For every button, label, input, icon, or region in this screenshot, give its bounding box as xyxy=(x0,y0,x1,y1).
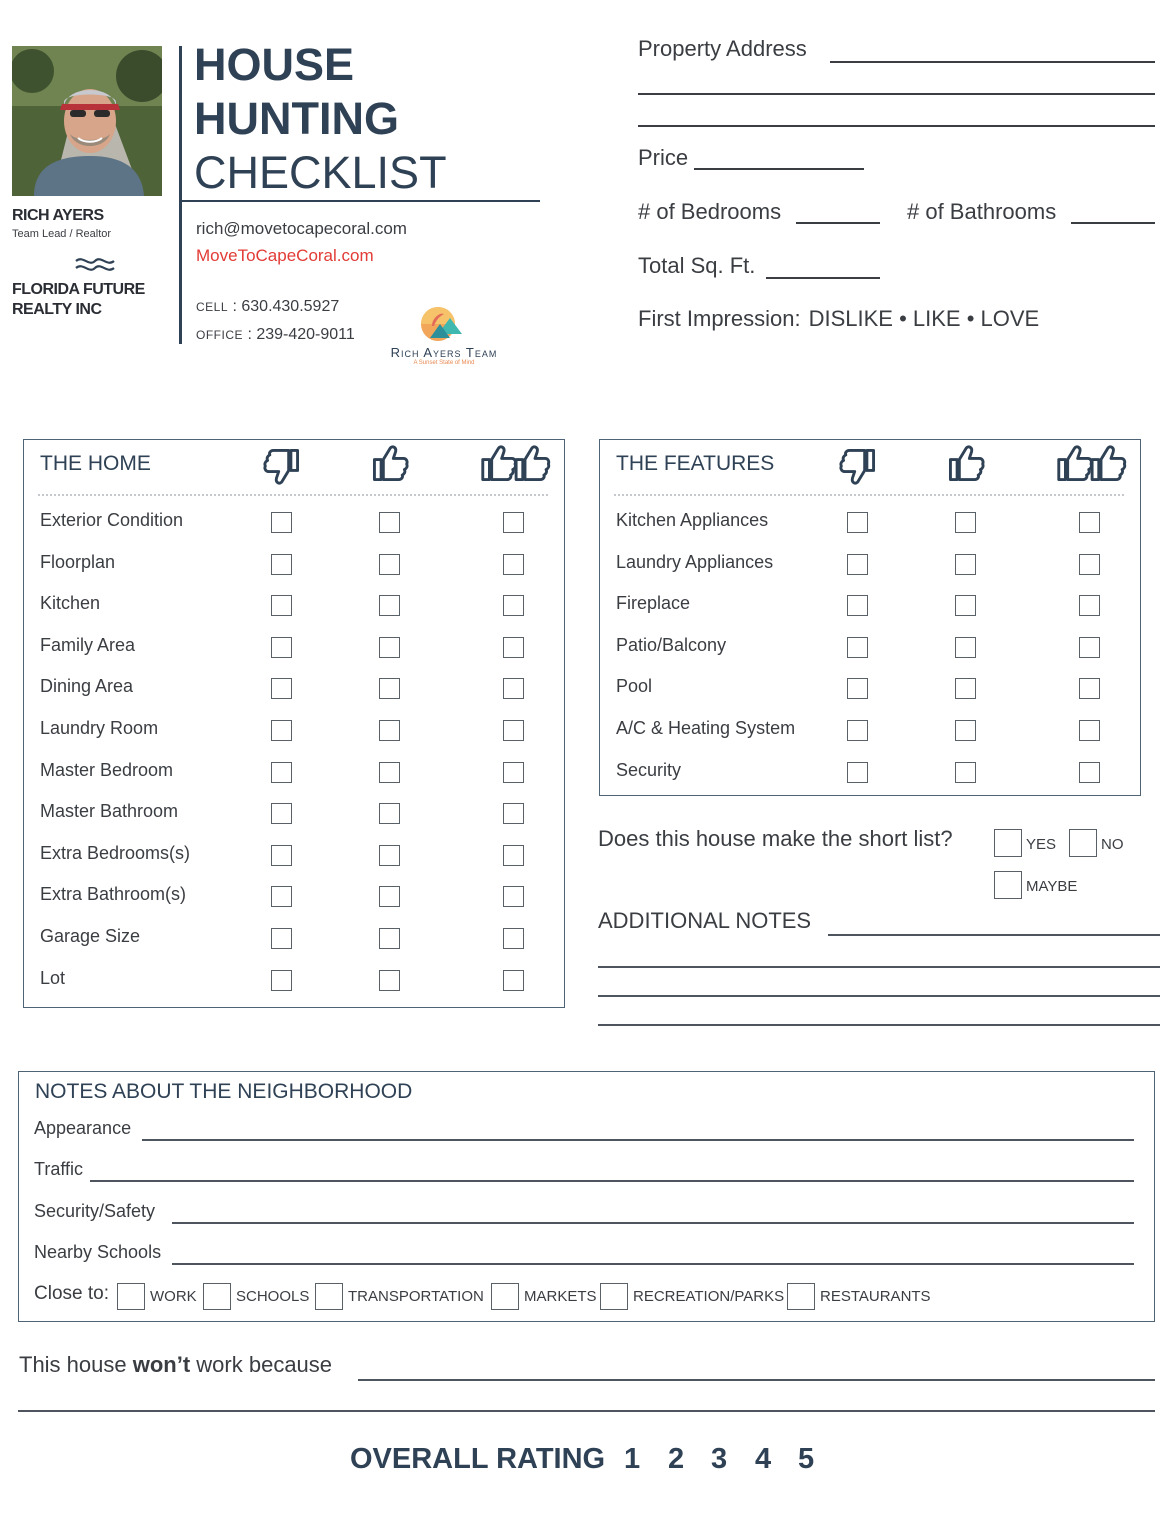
neighborhood-field-label: Appearance xyxy=(34,1118,132,1138)
cell-label: CELL xyxy=(196,300,229,314)
feature-dislike-checkbox[interactable] xyxy=(847,637,868,658)
home-row-label: Family Area xyxy=(40,634,136,655)
home-love-checkbox[interactable] xyxy=(503,512,524,533)
feature-like-checkbox[interactable] xyxy=(955,678,976,699)
feature-row-label: Security xyxy=(616,759,682,780)
shortlist-maybe-checkbox[interactable] xyxy=(994,871,1022,899)
neighborhood-field-line[interactable] xyxy=(172,1222,1134,1224)
header-divider xyxy=(179,46,182,344)
neighborhood-field-label: Nearby Schools xyxy=(34,1242,162,1262)
home-like-checkbox[interactable] xyxy=(379,637,400,658)
property-address-line-2[interactable] xyxy=(638,93,1155,95)
shortlist-yes-label: YES xyxy=(1026,836,1057,853)
features-panel-title: THE FEATURES xyxy=(616,452,775,475)
home-row-label: Master Bedroom xyxy=(40,759,174,780)
home-love-checkbox[interactable] xyxy=(503,886,524,907)
feature-love-checkbox[interactable] xyxy=(1079,554,1100,575)
wont-work-line-1[interactable] xyxy=(358,1379,1155,1381)
close-to-category-label: SCHOOLS xyxy=(236,1288,310,1305)
wont-work-prefix: This house xyxy=(19,1352,133,1377)
home-like-checkbox[interactable] xyxy=(379,512,400,533)
home-dislike-checkbox[interactable] xyxy=(271,512,292,533)
company-name: FLORIDA FUTURE REALTY INC xyxy=(12,281,145,318)
feature-like-checkbox[interactable] xyxy=(955,720,976,741)
feature-row-label: Laundry Appliances xyxy=(616,551,774,572)
home-row-label: Master Bathroom xyxy=(40,801,179,822)
home-love-checkbox[interactable] xyxy=(503,803,524,824)
home-love-checkbox[interactable] xyxy=(503,845,524,866)
home-dislike-checkbox[interactable] xyxy=(271,803,292,824)
home-love-checkbox[interactable] xyxy=(503,970,524,991)
home-love-checkbox[interactable] xyxy=(503,678,524,699)
close-to-checkbox[interactable] xyxy=(787,1283,815,1310)
neighborhood-title: NOTES ABOUT THE NEIGHBORHOOD xyxy=(35,1080,413,1103)
home-dislike-checkbox[interactable] xyxy=(271,970,292,991)
home-like-checkbox[interactable] xyxy=(379,678,400,699)
neighborhood-field-line[interactable] xyxy=(142,1139,1134,1141)
cell-number: : 630.430.5927 xyxy=(228,298,340,315)
home-dislike-checkbox[interactable] xyxy=(271,637,292,658)
thumbs-up-icon xyxy=(370,444,410,484)
feature-dislike-checkbox[interactable] xyxy=(847,678,868,699)
office-label: OFFICE xyxy=(196,328,243,342)
home-love-checkbox[interactable] xyxy=(503,554,524,575)
close-to-checkbox[interactable] xyxy=(117,1283,145,1310)
feature-dislike-checkbox[interactable] xyxy=(847,595,868,616)
home-like-checkbox[interactable] xyxy=(379,886,400,907)
feature-row-label: Patio/Balcony xyxy=(616,634,727,655)
agent-photo xyxy=(12,46,162,196)
feature-like-checkbox[interactable] xyxy=(955,595,976,616)
home-love-checkbox[interactable] xyxy=(503,762,524,783)
feature-like-checkbox[interactable] xyxy=(955,762,976,783)
close-to-category-label: WORK xyxy=(150,1288,197,1305)
home-like-checkbox[interactable] xyxy=(379,928,400,949)
home-love-checkbox[interactable] xyxy=(503,928,524,949)
home-row-label: Lot xyxy=(40,967,66,988)
first-impression-label: First Impression: xyxy=(638,306,801,331)
home-row-label: Dining Area xyxy=(40,676,134,697)
team-logo-icon xyxy=(418,304,464,344)
feature-row-label: Fireplace xyxy=(616,593,691,614)
home-love-checkbox[interactable] xyxy=(503,720,524,741)
shortlist-yes-checkbox[interactable] xyxy=(994,829,1022,857)
double-thumbs-up-icon xyxy=(1054,444,1128,484)
home-row-label: Exterior Condition xyxy=(40,510,184,530)
sqft-label: Total Sq. Ft. xyxy=(638,253,756,278)
home-like-checkbox[interactable] xyxy=(379,554,400,575)
neighborhood-panel xyxy=(18,1071,1155,1322)
shortlist-no-label: NO xyxy=(1101,836,1124,853)
feature-like-checkbox[interactable] xyxy=(955,554,976,575)
feature-love-checkbox[interactable] xyxy=(1079,512,1100,533)
shortlist-no-checkbox[interactable] xyxy=(1069,829,1097,857)
thumbs-down-icon xyxy=(262,446,302,486)
feature-love-checkbox[interactable] xyxy=(1079,720,1100,741)
home-dislike-checkbox[interactable] xyxy=(271,720,292,741)
features-panel xyxy=(599,439,1141,796)
home-dislike-checkbox[interactable] xyxy=(271,595,292,616)
title-rule xyxy=(180,200,540,202)
team-logo-tagline: A Sunset State of Mind xyxy=(413,360,475,366)
title-line-1: HOUSE xyxy=(194,39,355,90)
features-panel-divider xyxy=(614,494,1124,496)
additional-notes-line-2[interactable] xyxy=(598,966,1160,968)
home-like-checkbox[interactable] xyxy=(379,720,400,741)
close-to-checkbox[interactable] xyxy=(491,1283,519,1310)
cell-phone xyxy=(196,298,339,316)
feature-love-checkbox[interactable] xyxy=(1079,595,1100,616)
additional-notes-line-4[interactable] xyxy=(598,1024,1160,1026)
home-row-label: Kitchen xyxy=(40,593,101,614)
close-to-checkbox[interactable] xyxy=(315,1283,343,1310)
property-address-label: Property Address xyxy=(638,36,807,61)
home-row-label: Laundry Room xyxy=(40,718,159,738)
home-like-checkbox[interactable] xyxy=(379,762,400,783)
team-logo-name: Rich Ayers Team xyxy=(390,345,498,360)
price-line[interactable] xyxy=(694,168,864,170)
office-number: : 239-420-9011 xyxy=(243,326,355,343)
wont-work-suffix: work because xyxy=(190,1352,333,1377)
feature-row-label: A/C & Heating System xyxy=(616,718,796,738)
overall-rating-option[interactable]: 4 xyxy=(755,1443,772,1475)
home-panel-title: THE HOME xyxy=(40,452,151,475)
home-like-checkbox[interactable] xyxy=(379,803,400,824)
feature-dislike-checkbox[interactable] xyxy=(847,512,868,533)
feature-dislike-checkbox[interactable] xyxy=(847,762,868,783)
home-row-label: Extra Bathroom(s) xyxy=(40,884,187,905)
property-address-line-3[interactable] xyxy=(638,125,1155,127)
home-panel-divider xyxy=(38,494,548,496)
additional-notes-line-3[interactable] xyxy=(598,995,1160,997)
home-like-checkbox[interactable] xyxy=(379,845,400,866)
sqft-line[interactable] xyxy=(766,277,880,279)
neighborhood-field-label: Traffic xyxy=(34,1159,84,1179)
wave-icon xyxy=(74,254,116,274)
bedrooms-label: # of Bedrooms xyxy=(638,199,782,224)
feature-dislike-checkbox[interactable] xyxy=(847,720,868,741)
feature-like-checkbox[interactable] xyxy=(955,637,976,658)
bathrooms-line[interactable] xyxy=(1071,222,1155,224)
office-phone xyxy=(196,326,355,344)
feature-row-label: Kitchen Appliances xyxy=(616,510,769,530)
home-row-label: Floorplan xyxy=(40,551,116,572)
thumbs-up-icon xyxy=(946,444,986,484)
agent-role: Team Lead / Realtor xyxy=(12,228,112,240)
additional-notes-label: ADDITIONAL NOTES xyxy=(598,908,812,933)
home-dislike-checkbox[interactable] xyxy=(271,678,292,699)
feature-row-label: Pool xyxy=(616,676,653,697)
feature-love-checkbox[interactable] xyxy=(1079,762,1100,783)
bathrooms-label: # of Bathrooms xyxy=(907,199,1057,224)
contact-website[interactable]: MoveToCapeCoral.com xyxy=(196,246,374,265)
overall-rating-option[interactable]: 2 xyxy=(668,1443,685,1475)
first-impression xyxy=(638,306,1039,332)
neighborhood-field-label: Security/Safety xyxy=(34,1201,156,1221)
overall-rating-option[interactable]: 1 xyxy=(624,1443,641,1475)
first-impression-choices[interactable]: DISLIKE • LIKE • LOVE xyxy=(808,306,1040,331)
thumbs-down-icon xyxy=(838,446,878,486)
home-love-checkbox[interactable] xyxy=(503,595,524,616)
home-dislike-checkbox[interactable] xyxy=(271,762,292,783)
additional-notes-line-1[interactable] xyxy=(828,934,1160,936)
close-to-label: Close to: xyxy=(34,1283,109,1304)
overall-rating-option[interactable]: 5 xyxy=(798,1443,815,1475)
home-dislike-checkbox[interactable] xyxy=(271,554,292,575)
neighborhood-field-line[interactable] xyxy=(172,1263,1134,1265)
close-to-checkbox[interactable] xyxy=(203,1283,231,1310)
home-dislike-checkbox[interactable] xyxy=(271,928,292,949)
double-thumbs-up-icon xyxy=(478,444,552,484)
overall-rating-option[interactable]: 3 xyxy=(711,1443,728,1475)
title-line-3: CHECKLIST xyxy=(194,147,447,198)
overall-rating-label: OVERALL RATING xyxy=(350,1443,606,1475)
title-line-2: HUNTING xyxy=(194,93,399,144)
bedrooms-line[interactable] xyxy=(796,222,880,224)
close-to-category-label: RESTAURANTS xyxy=(820,1288,931,1305)
close-to-checkbox[interactable] xyxy=(600,1283,628,1310)
shortlist-maybe-label: MAYBE xyxy=(1026,878,1078,895)
neighborhood-field-line[interactable] xyxy=(90,1180,1134,1182)
contact-email[interactable]: rich@movetocapecoral.com xyxy=(196,219,407,238)
home-like-checkbox[interactable] xyxy=(379,595,400,616)
home-row-label: Extra Bedrooms(s) xyxy=(40,842,191,863)
shortlist-question: Does this house make the short list? xyxy=(598,826,953,851)
wont-work-label xyxy=(19,1352,332,1378)
close-to-category-label: RECREATION/PARKS xyxy=(633,1288,785,1305)
wont-work-bold: won’t xyxy=(132,1352,191,1377)
home-love-checkbox[interactable] xyxy=(503,637,524,658)
home-dislike-checkbox[interactable] xyxy=(271,845,292,866)
feature-love-checkbox[interactable] xyxy=(1079,637,1100,658)
feature-love-checkbox[interactable] xyxy=(1079,678,1100,699)
close-to-category-label: TRANSPORTATION xyxy=(348,1288,484,1305)
wont-work-line-2[interactable] xyxy=(18,1410,1155,1412)
property-address-line-1[interactable] xyxy=(830,61,1155,63)
price-label: Price xyxy=(638,145,689,170)
home-row-label: Garage Size xyxy=(40,926,141,946)
feature-dislike-checkbox[interactable] xyxy=(847,554,868,575)
feature-like-checkbox[interactable] xyxy=(955,512,976,533)
agent-name: RICH AYERS xyxy=(12,207,104,224)
close-to-category-label: MARKETS xyxy=(524,1288,597,1305)
home-like-checkbox[interactable] xyxy=(379,970,400,991)
home-dislike-checkbox[interactable] xyxy=(271,886,292,907)
